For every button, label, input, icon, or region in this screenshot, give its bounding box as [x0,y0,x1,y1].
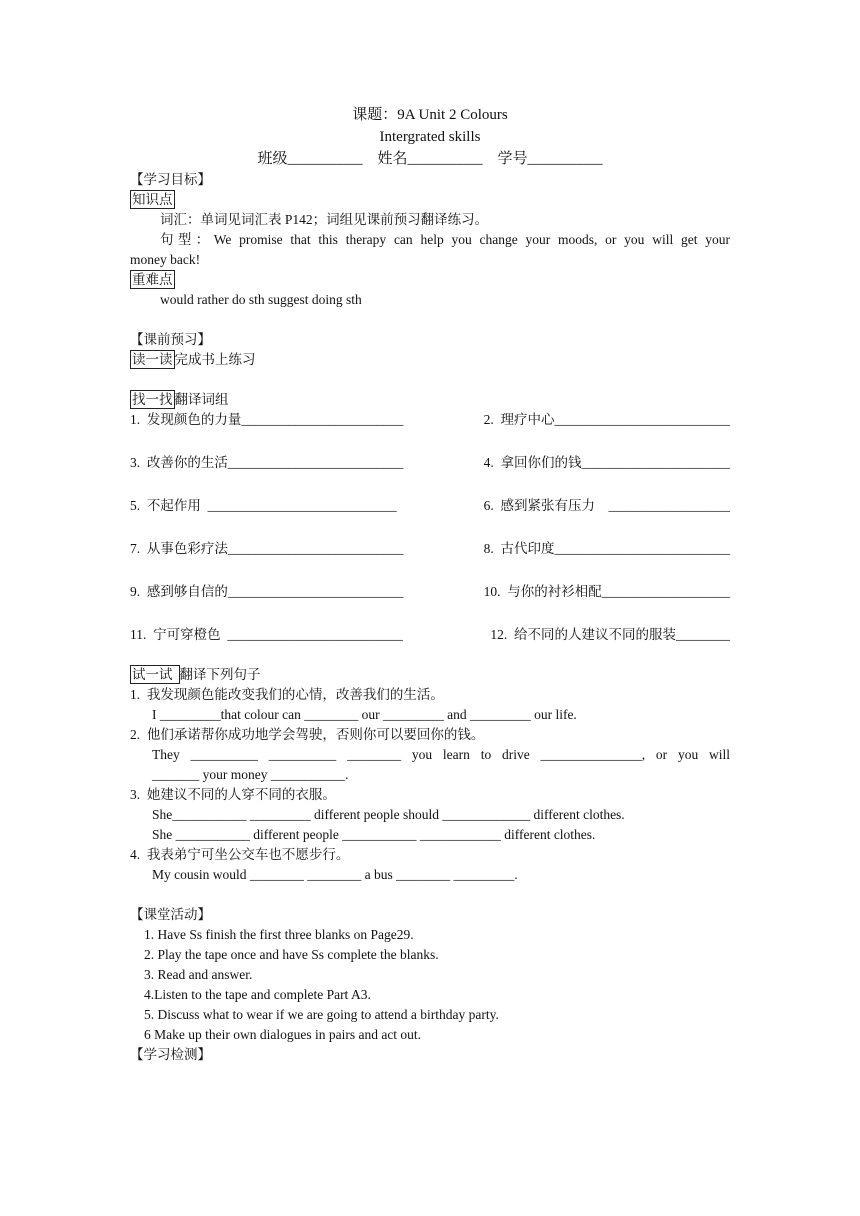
phrase-item: 10. 与你的衬衫相配___________________ [483,584,730,599]
phrase-item: 9. 感到够自信的__________________________ [130,584,404,599]
phrase-item: 12. 给不同的人建议不同的服装________ [490,627,730,642]
find-label: 找一找 [132,392,173,407]
phrase-item: 7. 从事色彩疗法__________________________ [130,541,404,556]
activity-item: 4.Listen to the tape and complete Part A3. [144,987,371,1002]
sentence-3-en-line1: She___________ _________ different people should _____________ different clothes. [152,807,625,822]
objectives-heading: 【学习目标】 [130,172,211,187]
sentence-1-en: I _________that colour can ________ our _________ and _________ our life. [152,707,577,722]
doc-title: 课题：9A Unit 2 Colours [352,107,508,123]
phrase-item: 8. 古代印度__________________________ [483,541,730,556]
phrase-row [130,582,730,602]
read-label: 读一读 [132,352,173,367]
try-label: 试一试 [130,665,180,684]
class-name-number-line: 班级__________ 姓名__________ 学号__________ [257,151,603,167]
classroom-heading: 【课堂活动】 [130,907,211,922]
phrase-row [130,625,730,645]
phrase-item: 4. 拿回你们的钱______________________ [483,455,730,470]
phrase-item: 6. 感到紧张有压力 __________________ [483,498,730,513]
phrase-row [130,539,730,559]
try-text: 翻译下列句子 [179,667,261,682]
sentence-1-cn: 1. 我发现颜色能改变我们的心情，改善我们的生活。 [130,687,444,702]
phrase-row [130,453,730,473]
phrase-item: 11. 宁可穿橙色 __________________________ [130,627,403,642]
sentence-3-en-line2: She ___________ different people ___________ ____________ different clothes. [152,827,596,842]
activity-item: 1. Have Ss finish the first three blanks on Page29. [144,927,414,942]
activity-item: 3. Read and answer. [144,967,253,982]
document-page [130,104,730,1065]
phrase-item: 2. 理疗中心__________________________ [483,412,730,427]
sentence-4-cn: 4. 我表弟宁可坐公交车也不愿步行。 [130,847,350,862]
difficulty-text: would rather do sth suggest doing sth [160,292,362,307]
vocab-text: 词汇：单词见词汇表 P142；词组见课前预习翻译练习。 [160,212,489,227]
activity-item: 5. Discuss what to wear if we are going to attend a birthday party. [144,1007,499,1022]
activity-item: 2. Play the tape once and have Ss complete the blanks. [144,947,439,962]
read-text: 完成书上练习 [174,352,256,367]
sentence-2-en-line1: They __________ __________ ________ you learn to drive _______________, or you will [152,747,730,762]
sentence-3-cn: 3. 她建议不同的人穿不同的衣服。 [130,787,336,802]
phrase-row [130,496,730,516]
assessment-heading: 【学习检测】 [130,1047,211,1062]
find-text: 翻译词组 [174,392,229,407]
activity-item: 6 Make up their own dialogues in pairs and act out. [144,1027,422,1042]
doc-subtitle: Intergrated skills [379,129,481,145]
phrase-item: 5. 不起作用 ____________________________ [130,498,397,513]
phrase-item: 1. 发现颜色的力量________________________ [130,412,404,427]
sentence-4-en: My cousin would ________ ________ a bus ________ _________. [152,867,518,882]
phrase-item: 3. 改善你的生活__________________________ [130,455,404,470]
sentence-2-en-line2: _______ your money ___________. [152,767,349,782]
preview-heading: 【课前预习】 [130,332,211,347]
phrase-row [130,410,730,430]
pattern-text-line1: 句型：We promise that this therapy can help you change your moods, or you will get your [160,232,730,247]
sentence-2-cn: 2. 他们承诺帮你成功地学会驾驶，否则你可以要回你的钱。 [130,727,485,742]
knowledge-label: 知识点 [132,192,173,207]
pattern-text-line2: money back! [130,252,201,267]
difficulty-label: 重难点 [132,272,173,287]
